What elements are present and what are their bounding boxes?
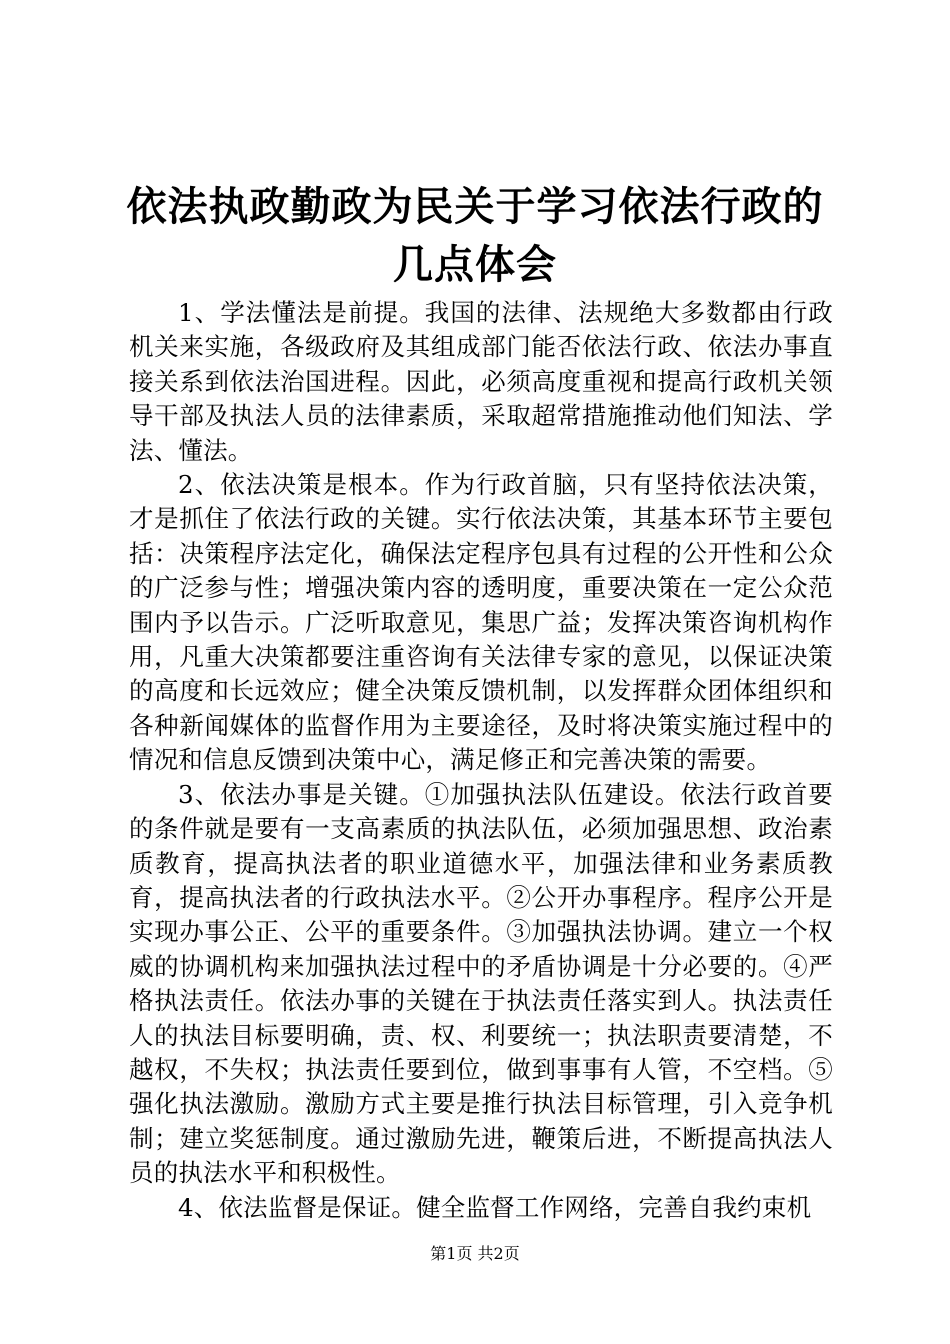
page-footer: 第1页 共2页: [430, 1244, 520, 1263]
document-title: 依法执政勤政为民关于学习依法行政的几点体会: [126, 183, 824, 288]
paragraph-4: 4、依法监督是保证。健全监督工作网络，完善自我约束机: [178, 1192, 812, 1222]
paragraph-3: 3、依法办事是关键。①加强执法队伍建设。依法行政首要的条件就是要有一支高素质的执法队伍，必须加强思想、政治素质教育，提高执法者的职业道德水平，加强法律和业务素质教育，提高执法者的行政执法水平。②公开办事程序。程序公开是实现办事公正、公平的重要条件。③加强执法协调。建立一个权威的协调机构来加强执法过程中的矛盾协调是十分必要的。④严格执法责任。依法办事的关键在于执法责任落实到人。执法责任人的执法目标要明确，责、权、利要统一；执法职责要清楚，不越权，不失权；执法责任要到位，做到事事有人管，不空档。⑤强化执法激励。激励方式主要是推行执法目标管理，引入竞争机制；建立奖惩制度。通过激励先进，鞭策后进，不断提高执法人员的执法水平和积极性。: [129, 779, 833, 1188]
paragraph-2: 2、依法决策是根本。作为行政首脑，只有坚持依法决策，才是抓住了依法行政的关键。实行依法决策，其基本环节主要包括：决策程序法定化，确保法定程序包具有过程的公开性和公众的广泛参与性；增强决策内容的透明度，重要决策在一定公众范围内予以告示。广泛听取意见，集思广益；发挥决策咨询机构作用，凡重大决策都要注重咨询有关法律专家的意见，以保证决策的高度和长远效应；健全决策反馈机制，以发挥群众团体组织和各种新闻媒体的监督作用为主要途径，及时将决策实施过程中的情况和信息反馈到决策中心，满足修正和完善决策的需要。: [129, 470, 833, 775]
document-body: [129, 296, 833, 1225]
paragraph-1: 1、学法懂法是前提。我国的法律、法规绝大多数都由行政机关来实施，各级政府及其组成部门能否依法行政、依法办事直接关系到依法治国进程。因此，必须高度重视和提高行政机关领导干部及执法人员的法律素质，采取超常措施推动他们知法、学法、懂法。: [129, 298, 833, 465]
